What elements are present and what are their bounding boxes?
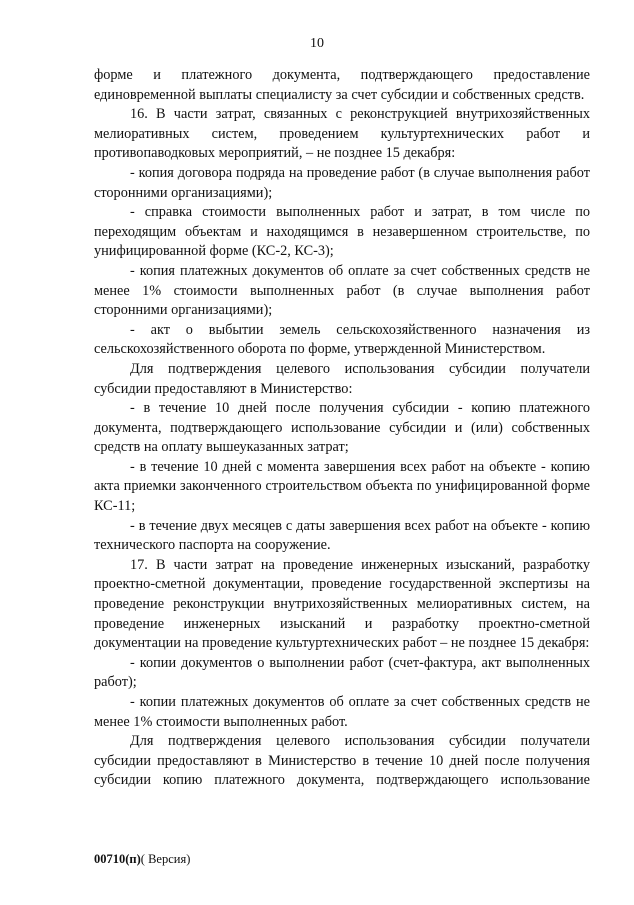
list-item: - справка стоимости выполненных работ и затрат, в том числе по переходящим объектам и находящимся в незавершенном строительстве, по унифицированной форме (КС-2, КС-3); — [94, 204, 590, 260]
document-code: 00710(п) — [94, 852, 141, 866]
paragraph: 16. В части затрат, связанных с реконструкцией внутрихозяйственных мелиоративных систем, проведением культуртехнических работ и противопаводковых мероприятий, – не позднее 15 декабря: — [94, 106, 590, 162]
paragraph: Для подтверждения целевого использования субсидии получатели субсидии предоставляют в Министерство: — [94, 360, 590, 397]
list-item: - в течение 10 дней после получения субсидии - копию платежного документа, подтверждающего использование субсидии и (или) собственных средств на оплату вышеуказанных затрат; — [94, 400, 590, 456]
paragraph: форме и платежного документа, подтверждающего предоставление единовременной выплаты специалисту за счет субсидии и собственных средств. — [94, 67, 590, 103]
document-body — [94, 66, 590, 791]
document-footer — [94, 852, 190, 867]
page-number: 10 — [310, 36, 324, 51]
list-item: - в течение двух месяцев с даты завершения всех работ на объекте - копию технического паспорта на сооружение. — [94, 517, 590, 554]
list-item: - акт о выбытии земель сельскохозяйственного назначения из сельскохозяйственного оборота по форме, утвержденной Министерством. — [94, 321, 590, 358]
document-version: ( Версия) — [140, 852, 191, 866]
list-item: - копия платежных документов об оплате за счет собственных средств не менее 1% стоимости выполненных работ (в случае выполнения работ сторонними организациями); — [94, 262, 590, 319]
list-item: - копии платежных документов об оплате за счет собственных средств не менее 1% стоимости выполненных работ. — [94, 694, 590, 730]
list-item: - в течение 10 дней с момента завершения всех работ на объекте - копию акта приемки законченного строительством объекта по унифицированной форме КС-11; — [94, 458, 590, 515]
paragraph: 17. В части затрат на проведение инженерных изысканий, разработку проектно-сметной документации, проведение государственной экспертизы на проведение реконструкции внутрихозяйственных мелиоративных систем, на проведение инженерных изысканий и разработку проектно-сметной документации на проведение культуртехнических работ – не позднее 15 декабря: — [94, 556, 590, 652]
list-item: - копия договора подряда на проведение работ (в случае выполнения работ сторонними организациями); — [94, 164, 590, 201]
paragraph: Для подтверждения целевого использования субсидии получатели субсидии предоставляют в Министерство в течение 10 дней после получения субсидии копию платежного документа, подтверждающего использование — [94, 733, 590, 789]
list-item: - копии документов о выполнении работ (счет-фактура, акт выполненных работ); — [94, 654, 590, 691]
